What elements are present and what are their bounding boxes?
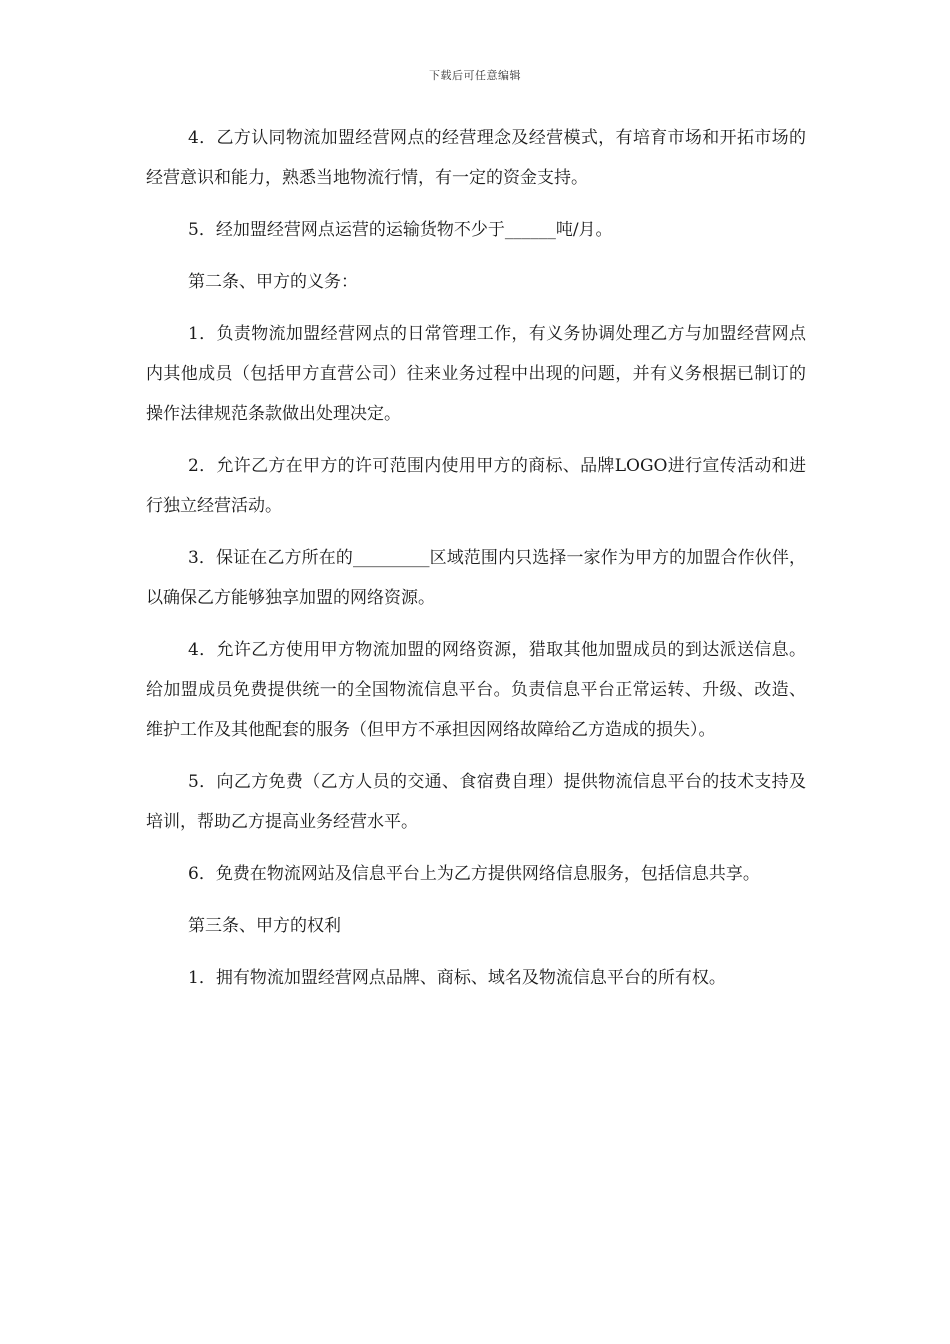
paragraph-clause-4-recognition: 4．乙方认同物流加盟经营网点的经营理念及经营模式，有培育市场和开拓市场的经营意识和能力，熟悉当地物流行情，有一定的资金支持。 [146, 128, 806, 188]
paragraph-obligation-1: 1．负责物流加盟经营网点的日常管理工作，有义务协调处理乙方与加盟经营网点内其他成员（包括甲方直营公司）往来业务过程中出现的问题，并有义务根据已制订的操作法律规范条款做出处理决定。 [146, 324, 806, 424]
paragraph-right-1: 1．拥有物流加盟经营网点品牌、商标、域名及物流信息平台的所有权。 [188, 968, 726, 988]
page-header-note: 下载后可任意编辑 [429, 69, 521, 82]
paragraph-obligation-2: 2．允许乙方在甲方的许可范围内使用甲方的商标、品牌LOGO进行宣传活动和进行独立经营活动。 [146, 456, 806, 516]
paragraph-clause-5-volume: 5．经加盟经营网点运营的运输货物不少于______吨/月。 [188, 220, 613, 240]
paragraph-obligation-3: 3．保证在乙方所在的_________区域范围内只选择一家作为甲方的加盟合作伙伴，以确保乙方能够独享加盟的网络资源。 [146, 548, 806, 608]
paragraph-obligation-6: 6．免费在物流网站及信息平台上为乙方提供网络信息服务，包括信息共享。 [188, 864, 760, 884]
paragraph-obligation-5: 5．向乙方免费（乙方人员的交通、食宿费自理）提供物流信息平台的技术支持及培训，帮助乙方提高业务经营水平。 [146, 772, 806, 832]
section-heading-article-2: 第二条、甲方的义务： [188, 272, 358, 292]
section-heading-article-3: 第三条、甲方的权利 [188, 916, 341, 936]
document-body [146, 118, 806, 998]
paragraph-obligation-4: 4．允许乙方使用甲方物流加盟的网络资源，猎取其他加盟成员的到达派送信息。给加盟成员免费提供统一的全国物流信息平台。负责信息平台正常运转、升级、改造、维护工作及其他配套的服务（但甲方不承担因网络故障给乙方造成的损失）。 [146, 640, 806, 740]
